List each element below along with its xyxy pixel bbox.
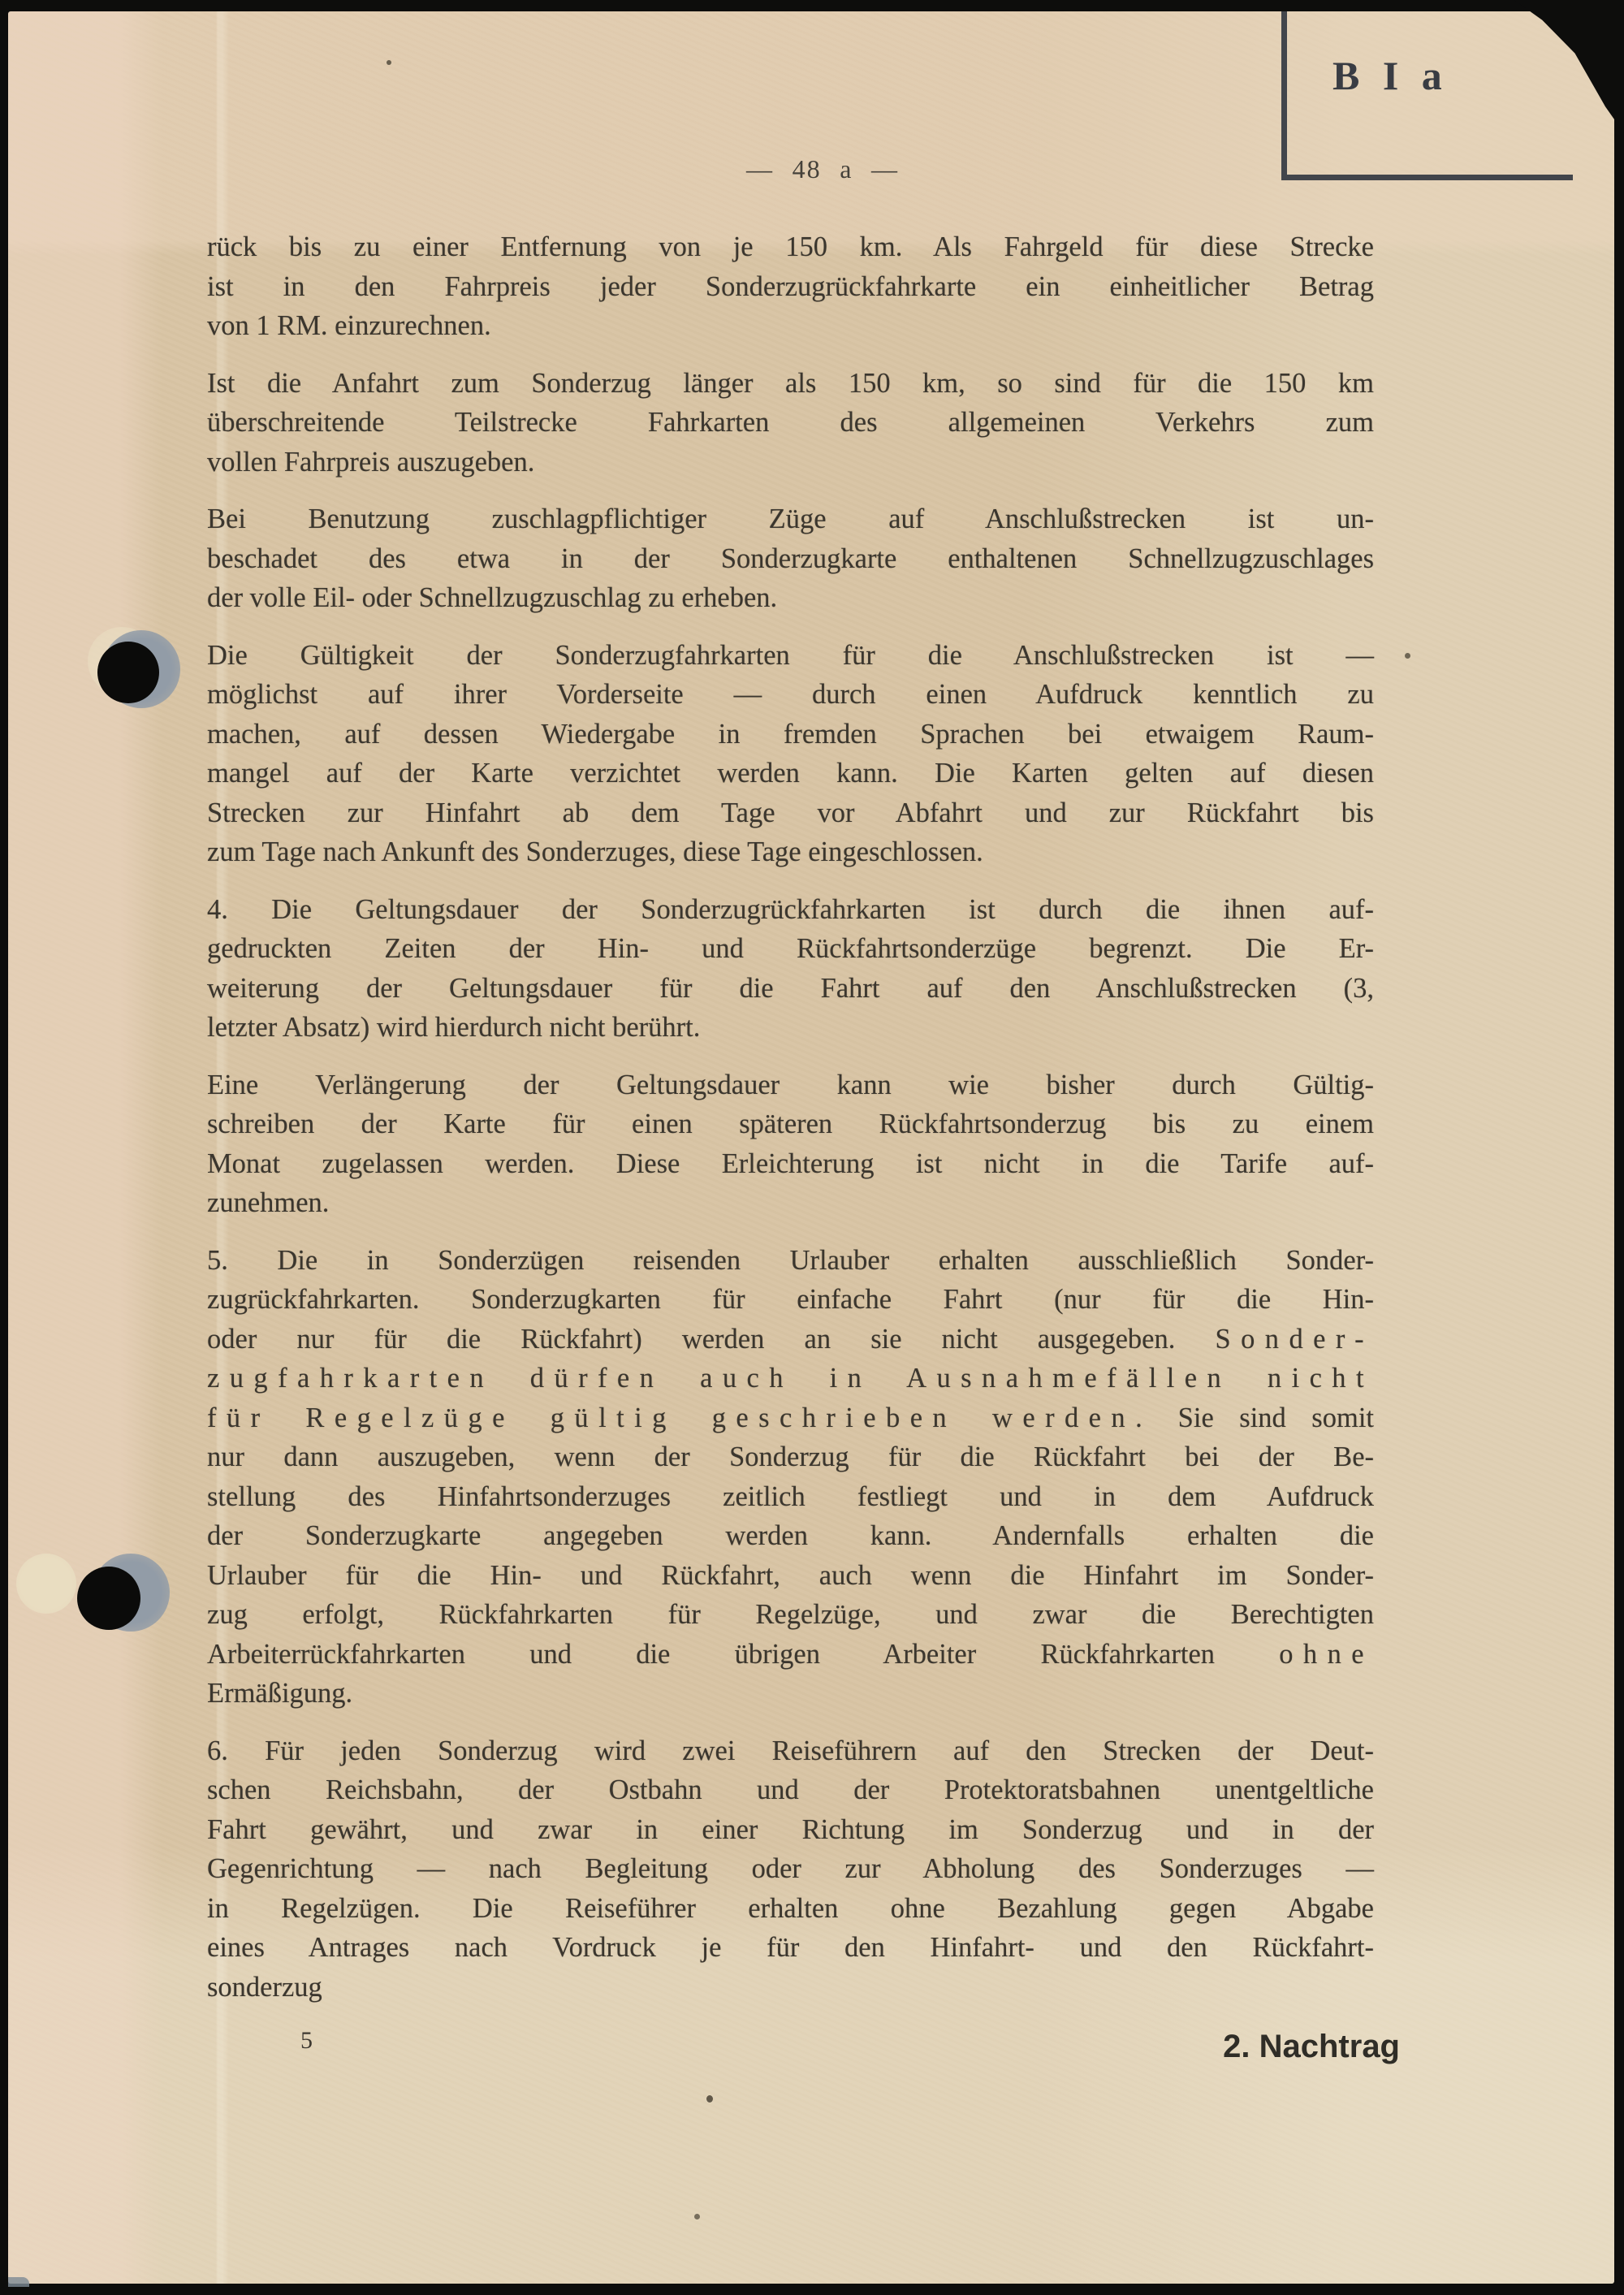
text-line: für Regelzüge gültig geschrieben werden. Sie sind somit: [207, 1402, 1374, 1433]
paper-speck: [706, 2095, 713, 2103]
text-line: vollen Fahrpreis auszugeben.: [207, 446, 535, 478]
punch-hole-bottom: [77, 1567, 140, 1630]
text-line: Eine Verlängerung der Geltungsdauer kann wie bisher durch Gültig-: [207, 1069, 1374, 1100]
text-line: mangel auf der Karte verzichtet werden kann. Die Karten gelten auf diesen: [207, 758, 1374, 789]
text-line: in Regelzügen. Die Reiseführer erhalten ohne Bezahlung gegen Abgabe: [207, 1892, 1374, 1924]
text-line: von 1 RM. einzurechnen.: [207, 310, 491, 341]
text-line: Die Gültigkeit der Sonderzugfahrkarten für die Anschlußstrecken ist —: [207, 639, 1374, 671]
punch-hole-reinforcement: [16, 1554, 76, 1614]
text-line: stellung des Hinfahrtsonderzuges zeitlich festliegt und in dem Aufdruck: [207, 1480, 1374, 1512]
text-line: schen Reichsbahn, der Ostbahn und der Protektoratsbahnen unentgeltliche: [207, 1774, 1374, 1805]
punch-hole-top: [97, 642, 159, 703]
text-line: machen, auf dessen Wiedergabe in fremden Sprachen bei etwaigem Raum-: [207, 718, 1374, 750]
paper-speck: [694, 2214, 700, 2219]
paragraph: [207, 227, 1374, 346]
text-line: zugrückfahrkarten. Sonderzugkarten für einfache Fahrt (nur für die Hin-: [207, 1284, 1374, 1315]
text-line: gedruckten Zeiten der Hin- und Rückfahrtsonderzüge begrenzt. Die Er-: [207, 933, 1374, 964]
text-line: Urlauber für die Hin- und Rückfahrt, auch wenn die Hinfahrt im Sonder-: [207, 1559, 1374, 1591]
text-line: rück bis zu einer Entfernung von je 150 km. Als Fahrgeld für diese Strecke: [207, 231, 1374, 262]
text-line: 6. Für jeden Sonderzug wird zwei Reiseführern auf den Strecken der Deut-: [207, 1735, 1374, 1766]
paragraph: [207, 1065, 1374, 1223]
text-line: überschreitende Teilstrecke Fahrkarten des allgemeinen Verkehrs zum: [207, 407, 1374, 438]
text-line: zunehmen.: [207, 1187, 330, 1218]
paragraph: [207, 1731, 1374, 2008]
paragraph: [207, 364, 1374, 482]
text-line: beschadet des etwa in der Sonderzugkarte enthaltenen Schnellzugzuschlages: [207, 542, 1374, 574]
classification-box: [1281, 11, 1573, 180]
text-line: Monat zugelassen werden. Diese Erleichterung ist nicht in die Tarife auf-: [207, 1148, 1374, 1179]
classification-label: B I a: [1332, 53, 1449, 98]
text-line: zum Tage nach Ankunft des Sonderzuges, diese Tage eingeschlossen.: [207, 836, 983, 867]
text-line: 4. Die Geltungsdauer der Sonderzugrückfahrkarten ist durch die ihnen auf-: [207, 893, 1374, 925]
text-line: Ermäßigung.: [207, 1678, 353, 1709]
text-line: eines Antrages nach Vordruck je für den Hinfahrt- und den Rückfahrt-: [207, 1932, 1374, 1963]
paragraph: [207, 890, 1374, 1048]
text-line: Arbeiterrückfahrkarten und die übrigen Arbeiter Rückfahrkarten ohne: [207, 1638, 1374, 1670]
text-line: oder nur für die Rückfahrt) werden an sie nicht ausgegeben. Sonder-: [207, 1323, 1374, 1355]
scan-artifact: [8, 2277, 29, 2287]
footer-supplement-label: 2. Nachtrag: [1223, 2029, 1400, 2064]
text-line: ist in den Fahrpreis jeder Sonderzugrückfahrkarte ein einheitlicher Betrag: [207, 270, 1374, 302]
paper-sheet: [8, 11, 1614, 2284]
body-text: [207, 227, 1374, 2025]
paper-speck: [1405, 653, 1410, 659]
text-line: Ist die Anfahrt zum Sonderzug länger als 150 km, so sind für die 150 km: [207, 367, 1374, 399]
text-line: zugfahrkarten dürfen auch in Ausnahmefällen nicht: [207, 1363, 1374, 1394]
text-line: möglichst auf ihrer Vorderseite — durch einen Aufdruck kenntlich zu: [207, 679, 1374, 710]
text-line: weiterung der Geltungsdauer für die Fahrt auf den Anschlußstrecken (3,: [207, 972, 1374, 1004]
text-line: 5. Die in Sonderzügen reisenden Urlauber erhalten ausschließlich Sonder-: [207, 1244, 1374, 1276]
text-line: Gegenrichtung — nach Begleitung oder zur Abholung des Sonderzuges —: [207, 1853, 1374, 1884]
text-line: nur dann auszugeben, wenn der Sonderzug für die Rückfahrt bei der Be-: [207, 1441, 1374, 1472]
text-line: schreiben der Karte für einen späteren Rückfahrtsonderzug bis zu einem: [207, 1109, 1374, 1139]
paper-speck: [387, 60, 391, 65]
text-line: letzter Absatz) wird hierdurch nicht berührt.: [207, 1012, 701, 1043]
text-line: zug erfolgt, Rückfahrkarten für Regelzüge, und zwar die Berechtigten: [207, 1599, 1374, 1630]
text-line: Bei Benutzung zuschlagpflichtiger Züge auf Anschlußstrecken ist un-: [207, 504, 1374, 534]
page-number: — 48 a —: [746, 154, 899, 184]
paragraph: [207, 1241, 1374, 1714]
text-line: der volle Eil- oder Schnellzugzuschlag zu erheben.: [207, 582, 778, 613]
text-line: Strecken zur Hinfahrt ab dem Tage vor Abfahrt und zur Rückfahrt bis: [207, 797, 1374, 828]
paragraph: [207, 636, 1374, 872]
footer-page-number: 5: [300, 2027, 313, 2054]
text-line: der Sonderzugkarte angegeben werden kann. Andernfalls erhalten die: [207, 1520, 1374, 1551]
text-line: sonderzug: [207, 1971, 322, 2003]
text-line: Fahrt gewährt, und zwar in einer Richtung im Sonderzug und in der: [207, 1813, 1374, 1845]
paragraph: [207, 499, 1374, 618]
